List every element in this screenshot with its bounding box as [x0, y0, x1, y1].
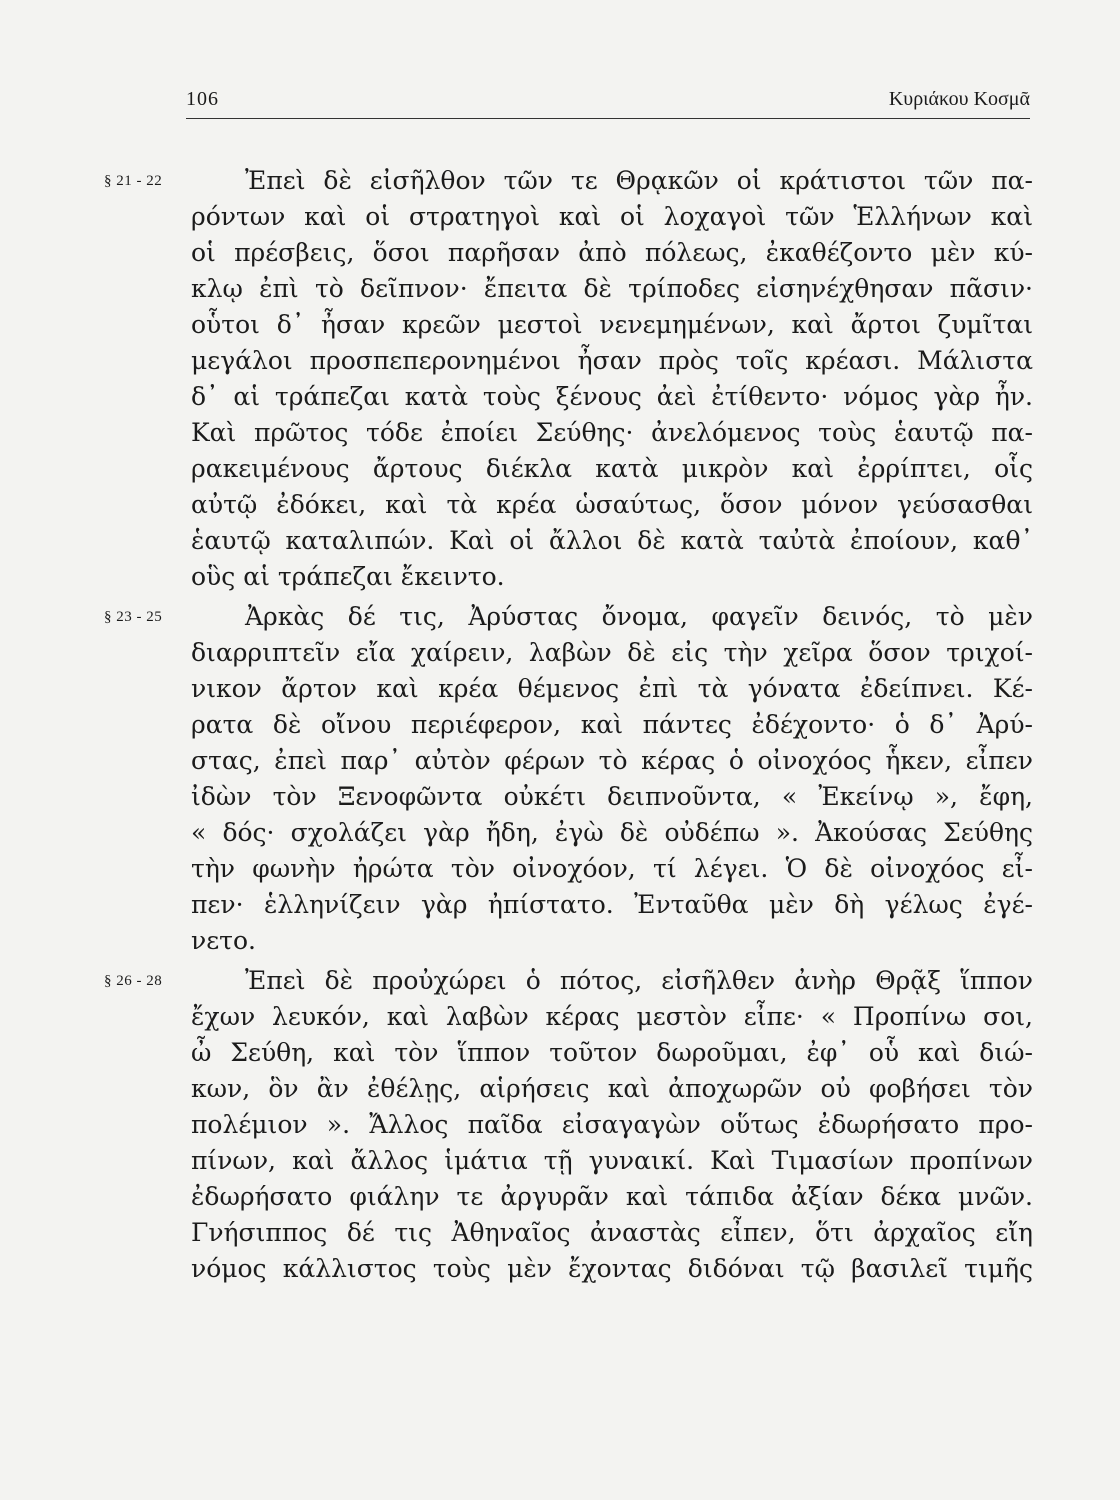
text-line: Ἐπεὶ δὲ προὐχώρει ὁ πότος, εἰσῆλθεν ἀνὴρ Θρᾷξ ἵππον	[245, 966, 1033, 995]
text-line: μεγάλοι προσπεπερονημένοι ἦσαν πρὸς τοῖς κρέασι. Μάλιστα	[191, 346, 1033, 375]
section-marker: § 26 - 28	[104, 973, 163, 989]
text-line: ρακειμένους ἄρτους διέκλα κατὰ μικρὸν καὶ ἐρρίπτει, οἷς	[191, 454, 1033, 483]
text-line: Ἀρκὰς δέ τις, Ἀρύστας ὄνομα, φαγεῖν δεινός, τὸ μὲν	[245, 602, 1033, 631]
running-head: Κυριάκου Κοσμᾶ	[888, 88, 1030, 110]
text-line: δ᾽ αἱ τράπεζαι κατὰ τοὺς ξένους ἀεὶ ἐτίθεντο· νόμος γὰρ ἦν.	[191, 382, 1033, 411]
text-line: οἱ πρέσβεις, ὅσοι παρῆσαν ἀπὸ πόλεως, ἐκαθέζοντο μὲν κύ-	[191, 238, 1033, 267]
text-line: ὦ Σεύθη, καὶ τὸν ἵππον τοῦτον δωροῦμαι, ἐφ᾽ οὗ καὶ διώ-	[191, 1038, 1033, 1067]
text-line: νικον ἄρτον καὶ κρέα θέμενος ἐπὶ τὰ γόνατα ἐδείπνει. Κέ-	[191, 674, 1033, 703]
text-line: πολέμιον ». Ἄλλος παῖδα εἰσαγαγὼν οὕτως ἐδωρήσατο προ-	[191, 1110, 1033, 1139]
text-line: Ἐπεὶ δὲ εἰσῆλθον τῶν τε Θρᾳκῶν οἱ κράτιστοι τῶν πα-	[245, 166, 1033, 195]
text-line: ἔχων λευκόν, καὶ λαβὼν κέρας μεστὸν εἶπε· « Προπίνω σοι,	[191, 1002, 1033, 1031]
text-line: στας, ἐπεὶ παρ᾽ αὐτὸν φέρων τὸ κέρας ὁ οἰνοχόος ἧκεν, εἶπεν	[191, 746, 1033, 775]
text-line: κων, ὃν ἂν ἐθέλῃς, αἱρήσεις καὶ ἀποχωρῶν οὐ φοβήσει τὸν	[191, 1074, 1033, 1103]
text-line: νόμος κάλλιστος τοὺς μὲν ἔχοντας διδόναι τῷ βασιλεῖ τιμῆς	[191, 1254, 1033, 1283]
text-line: « δός· σχολάζει γὰρ ἤδη, ἐγὼ δὲ οὐδέπω ». Ἀκούσας Σεύθης	[191, 818, 1033, 847]
text-line: ρόντων καὶ οἱ στρατηγοὶ καὶ οἱ λοχαγοὶ τῶν Ἑλλήνων καὶ	[191, 202, 1033, 231]
text-line: οὗτοι δ᾽ ἦσαν κρεῶν μεστοὶ νενεμημένων, καὶ ἄρτοι ζυμῖται	[191, 310, 1033, 339]
text-line: νετο.	[191, 926, 256, 955]
section-marker: § 21 - 22	[104, 173, 163, 189]
text-line: ρατα δὲ οἴνου περιέφερον, καὶ πάντες ἐδέχοντο· ὁ δ᾽ Ἀρύ-	[191, 710, 1033, 739]
text-line: ἐδωρήσατο φιάλην τε ἀργυρᾶν καὶ τάπιδα ἀξίαν δέκα μνῶν.	[191, 1182, 1033, 1211]
section-marker: § 23 - 25	[104, 609, 163, 625]
text-line: τὴν φωνὴν ἠρώτα τὸν οἰνοχόον, τί λέγει. Ὁ δὲ οἰνοχόος εἶ-	[191, 854, 1033, 883]
text-line: ἰδὼν τὸν Ξενοφῶντα οὐκέτι δειπνοῦντα, « Ἐκείνῳ », ἔφη,	[191, 782, 1033, 811]
text-line: Καὶ πρῶτος τόδε ἐποίει Σεύθης· ἀνελόμενος τοὺς ἑαυτῷ πα-	[191, 418, 1033, 447]
page-number: 106	[186, 88, 219, 110]
text-line: οὓς αἱ τράπεζαι ἔκειντο.	[191, 562, 505, 591]
text-line: διαρριπτεῖν εἴα χαίρειν, λαβὼν δὲ εἰς τὴν χεῖρα ὅσον τριχοί-	[191, 638, 1033, 667]
text-line: πίνων, καὶ ἄλλος ἱμάτια τῇ γυναικί. Καὶ Τιμασίων προπίνων	[191, 1146, 1033, 1175]
text-line: ἑαυτῷ καταλιπών. Καὶ οἱ ἄλλοι δὲ κατὰ ταὐτὰ ἐποίουν, καθ᾽	[191, 526, 1033, 555]
text-line: αὐτῷ ἐδόκει, καὶ τὰ κρέα ὡσαύτως, ὅσον μόνον γεύσασθαι	[191, 490, 1033, 519]
text-line: κλῳ ἐπὶ τὸ δεῖπνον· ἔπειτα δὲ τρίποδες εἰσηνέχθησαν πᾶσιν·	[191, 274, 1033, 303]
text-line: πεν· ἑλληνίζειν γὰρ ἠπίστατο. Ἐνταῦθα μὲν δὴ γέλως ἐγέ-	[191, 890, 1033, 919]
text-line: Γνήσιππος δέ τις Ἀθηναῖος ἀναστὰς εἶπεν, ὅτι ἀρχαῖος εἴη	[191, 1218, 1033, 1247]
